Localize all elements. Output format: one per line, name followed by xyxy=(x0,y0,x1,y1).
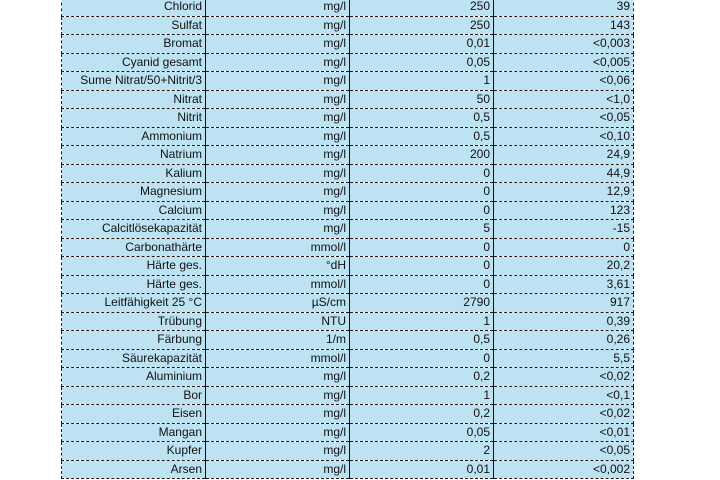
limit-value-cell: 1 xyxy=(350,72,494,91)
parameter-cell: Bor xyxy=(62,386,206,405)
measured-value-cell: <0,02 xyxy=(494,405,634,424)
unit-cell: mg/l xyxy=(206,0,350,16)
parameter-cell: Ammonium xyxy=(62,127,206,146)
limit-value-cell: 0,5 xyxy=(350,127,494,146)
table-row xyxy=(62,183,634,202)
limit-value-cell: 0 xyxy=(350,275,494,294)
limit-value-cell: 1 xyxy=(350,312,494,331)
limit-value-cell: 5 xyxy=(350,220,494,239)
table-row xyxy=(62,257,634,276)
table-row xyxy=(62,72,634,91)
limit-value-cell: 0,01 xyxy=(350,35,494,54)
unit-cell: mg/l xyxy=(206,460,350,479)
measured-value-cell: 0,26 xyxy=(494,331,634,350)
limit-value-cell: 0 xyxy=(350,201,494,220)
table-row xyxy=(62,164,634,183)
measured-value-cell: 0 xyxy=(494,238,634,257)
parameter-cell: Aluminium xyxy=(62,368,206,387)
parameter-cell: Arsen xyxy=(62,460,206,479)
limit-value-cell: 0 xyxy=(350,349,494,368)
limit-value-cell: 1 xyxy=(350,386,494,405)
measured-value-cell: <0,05 xyxy=(494,442,634,461)
unit-cell: mg/l xyxy=(206,90,350,109)
table-row xyxy=(62,16,634,35)
unit-cell: mg/l xyxy=(206,220,350,239)
limit-value-cell: 0,2 xyxy=(350,405,494,424)
measured-value-cell: <0,02 xyxy=(494,368,634,387)
measured-value-cell: <0,05 xyxy=(494,109,634,128)
unit-cell: mg/l xyxy=(206,72,350,91)
table-row xyxy=(62,90,634,109)
measured-value-cell: <0,06 xyxy=(494,72,634,91)
unit-cell: mmol/l xyxy=(206,238,350,257)
measured-value-cell: 20,2 xyxy=(494,257,634,276)
water-analysis-table-container xyxy=(61,0,633,479)
parameter-cell: Trübung xyxy=(62,312,206,331)
table-row xyxy=(62,220,634,239)
table-row xyxy=(62,368,634,387)
table-row xyxy=(62,460,634,479)
limit-value-cell: 250 xyxy=(350,16,494,35)
unit-cell: mg/l xyxy=(206,405,350,424)
limit-value-cell: 0,2 xyxy=(350,368,494,387)
table-row xyxy=(62,127,634,146)
table-row xyxy=(62,146,634,165)
table-row xyxy=(62,109,634,128)
parameter-cell: Carbonathärte xyxy=(62,238,206,257)
unit-cell: mg/l xyxy=(206,386,350,405)
unit-cell: mmol/l xyxy=(206,349,350,368)
measured-value-cell: -15 xyxy=(494,220,634,239)
parameter-cell: Härte ges. xyxy=(62,275,206,294)
unit-cell: mg/l xyxy=(206,109,350,128)
table-row xyxy=(62,238,634,257)
table-row xyxy=(62,53,634,72)
limit-value-cell: 0,01 xyxy=(350,460,494,479)
limit-value-cell: 0,05 xyxy=(350,423,494,442)
parameter-cell: Cyanid gesamt xyxy=(62,53,206,72)
parameter-cell: Färbung xyxy=(62,331,206,350)
parameter-cell: Calcitlösekapazität xyxy=(62,220,206,239)
parameter-cell: Nitrit xyxy=(62,109,206,128)
parameter-cell: Calcium xyxy=(62,201,206,220)
limit-value-cell: 2790 xyxy=(350,294,494,313)
table-row xyxy=(62,35,634,54)
measured-value-cell: 0,39 xyxy=(494,312,634,331)
measured-value-cell: <0,005 xyxy=(494,53,634,72)
measured-value-cell: 5,5 xyxy=(494,349,634,368)
parameter-cell: Kalium xyxy=(62,164,206,183)
unit-cell: mg/l xyxy=(206,423,350,442)
table-row xyxy=(62,201,634,220)
unit-cell: °dH xyxy=(206,257,350,276)
parameter-cell: Bromat xyxy=(62,35,206,54)
limit-value-cell: 2 xyxy=(350,442,494,461)
limit-value-cell: 200 xyxy=(350,146,494,165)
measured-value-cell: 123 xyxy=(494,201,634,220)
limit-value-cell: 0,5 xyxy=(350,331,494,350)
table-row xyxy=(62,405,634,424)
limit-value-cell: 0,05 xyxy=(350,53,494,72)
parameter-cell: Säurekapazität xyxy=(62,349,206,368)
limit-value-cell: 0 xyxy=(350,257,494,276)
unit-cell: mg/l xyxy=(206,183,350,202)
parameter-cell: Härte ges. xyxy=(62,257,206,276)
table-row xyxy=(62,386,634,405)
parameter-cell: Chlorid xyxy=(62,0,206,16)
unit-cell: mg/l xyxy=(206,164,350,183)
unit-cell: mg/l xyxy=(206,127,350,146)
measured-value-cell: <1,0 xyxy=(494,90,634,109)
unit-cell: mg/l xyxy=(206,35,350,54)
table-row xyxy=(62,442,634,461)
measured-value-cell: 39 xyxy=(494,0,634,16)
table-body xyxy=(62,0,634,479)
water-analysis-table xyxy=(61,0,634,479)
limit-value-cell: 0,5 xyxy=(350,109,494,128)
unit-cell: 1/m xyxy=(206,331,350,350)
parameter-cell: Natrium xyxy=(62,146,206,165)
table-row xyxy=(62,331,634,350)
limit-value-cell: 0 xyxy=(350,164,494,183)
measured-value-cell: 143 xyxy=(494,16,634,35)
parameter-cell: Sume Nitrat/50+Nitrit/3 xyxy=(62,72,206,91)
table-row xyxy=(62,294,634,313)
measured-value-cell: <0,1 xyxy=(494,386,634,405)
limit-value-cell: 0 xyxy=(350,183,494,202)
limit-value-cell: 50 xyxy=(350,90,494,109)
measured-value-cell: 12,9 xyxy=(494,183,634,202)
table-row xyxy=(62,349,634,368)
limit-value-cell: 0 xyxy=(350,238,494,257)
unit-cell: mg/l xyxy=(206,201,350,220)
unit-cell: mg/l xyxy=(206,146,350,165)
measured-value-cell: <0,002 xyxy=(494,460,634,479)
parameter-cell: Nitrat xyxy=(62,90,206,109)
limit-value-cell: 250 xyxy=(350,0,494,16)
unit-cell: mg/l xyxy=(206,16,350,35)
parameter-cell: Leitfähigkeit 25 °C xyxy=(62,294,206,313)
unit-cell: mg/l xyxy=(206,368,350,387)
parameter-cell: Eisen xyxy=(62,405,206,424)
unit-cell: mg/l xyxy=(206,442,350,461)
table-row xyxy=(62,312,634,331)
table-row xyxy=(62,275,634,294)
measured-value-cell: 917 xyxy=(494,294,634,313)
parameter-cell: Kupfer xyxy=(62,442,206,461)
unit-cell: mg/l xyxy=(206,53,350,72)
measured-value-cell: 24,9 xyxy=(494,146,634,165)
parameter-cell: Magnesium xyxy=(62,183,206,202)
measured-value-cell: <0,003 xyxy=(494,35,634,54)
table-row xyxy=(62,423,634,442)
measured-value-cell: <0,01 xyxy=(494,423,634,442)
table-row xyxy=(62,0,634,16)
unit-cell: mmol/l xyxy=(206,275,350,294)
measured-value-cell: 3,61 xyxy=(494,275,634,294)
unit-cell: NTU xyxy=(206,312,350,331)
measured-value-cell: <0,10 xyxy=(494,127,634,146)
measured-value-cell: 44,9 xyxy=(494,164,634,183)
parameter-cell: Sulfat xyxy=(62,16,206,35)
unit-cell: µS/cm xyxy=(206,294,350,313)
parameter-cell: Mangan xyxy=(62,423,206,442)
